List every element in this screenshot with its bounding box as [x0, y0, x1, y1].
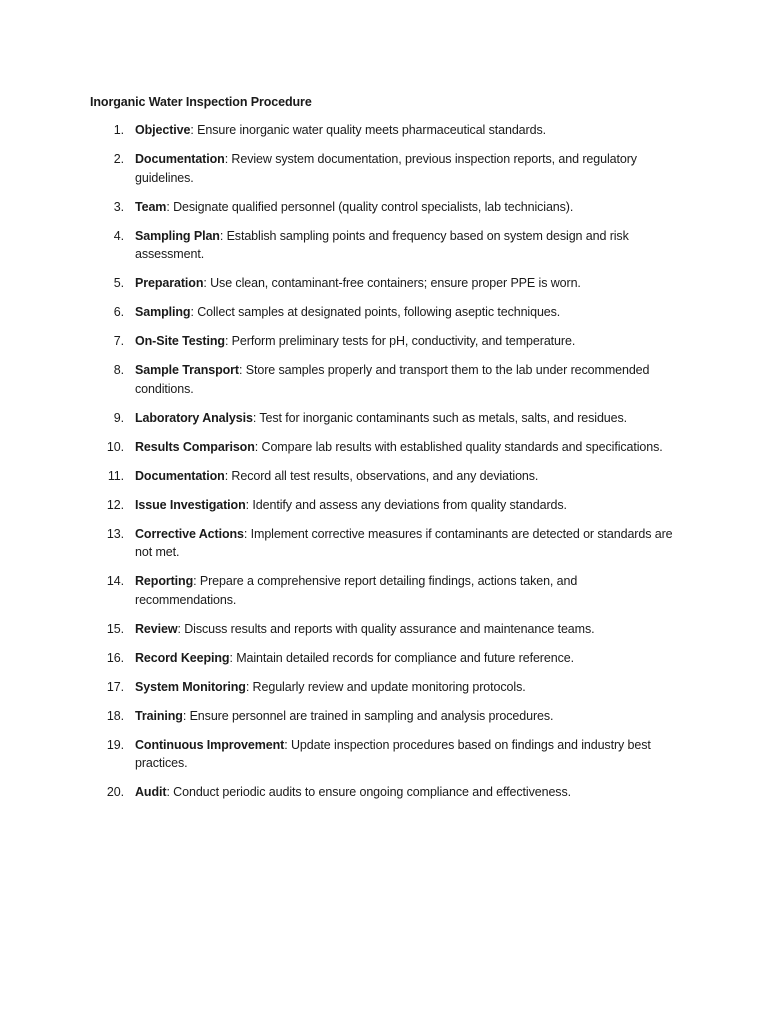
step-description: : Review system documentation, previous inspection reports, and regulatory guidelines. — [135, 151, 637, 185]
step-description: : Regularly review and update monitoring protocols. — [245, 679, 526, 694]
step-term: Sampling — [135, 305, 191, 320]
step-term: Continuous Improvement — [135, 737, 285, 752]
procedure-list — [90, 121, 680, 812]
procedure-step — [90, 678, 680, 697]
step-description: : Maintain detailed records for compliance and future reference. — [229, 650, 574, 665]
step-description: : Discuss results and reports with quality assurance and maintenance teams. — [177, 621, 595, 636]
procedure-step — [90, 150, 680, 187]
step-description: : Establish sampling points and frequency based on system design and risk assessment. — [135, 228, 629, 262]
procedure-step — [90, 707, 680, 726]
step-number: 3. — [113, 199, 124, 214]
step-number: 7. — [113, 334, 124, 349]
procedure-step — [90, 361, 680, 398]
step-term: Team — [135, 199, 167, 214]
step-number: 18. — [106, 708, 124, 723]
step-description: : Ensure personnel are trained in sampling and analysis procedures. — [182, 708, 554, 723]
step-description: : Test for inorganic contaminants such as metals, salts, and residues. — [252, 410, 628, 425]
step-term: Training — [135, 708, 183, 723]
step-term: Laboratory Analysis — [135, 410, 253, 425]
step-term: Corrective Actions — [135, 526, 244, 541]
step-term: On-Site Testing — [135, 334, 225, 349]
step-description: : Use clean, contaminant-free containers; ensure proper PPE is worn. — [203, 276, 581, 291]
step-description: : Prepare a comprehensive report detailing findings, actions taken, and recommendations. — [135, 574, 578, 607]
document-title: Inorganic Water Inspection Procedure — [90, 95, 312, 109]
step-number: 1. — [113, 123, 124, 137]
step-description: : Collect samples at designated points, following aseptic techniques. — [190, 305, 561, 320]
step-term: Audit — [135, 785, 167, 800]
step-term: Objective — [135, 123, 191, 137]
step-number: 20. — [106, 785, 124, 800]
procedure-step — [90, 198, 680, 217]
procedure-step — [90, 409, 680, 428]
procedure-step — [90, 620, 680, 639]
step-description: : Store samples properly and transport them to the lab under recommended conditions. — [135, 363, 650, 396]
step-description: : Update inspection procedures based on findings and industry best practices. — [135, 737, 651, 771]
step-number: 10. — [106, 439, 124, 454]
procedure-step — [90, 467, 680, 486]
step-term: Sampling Plan — [135, 228, 220, 243]
step-term: Issue Investigation — [135, 497, 246, 512]
step-term: Review — [135, 621, 178, 636]
step-description: : Identify and assess any deviations from quality standards. — [245, 497, 567, 512]
step-term: Results Comparison — [135, 439, 255, 454]
step-term: System Monitoring — [135, 679, 246, 694]
step-number: 16. — [106, 650, 124, 665]
step-term: Reporting — [135, 574, 194, 589]
step-number: 15. — [106, 621, 124, 636]
step-number: 9. — [113, 410, 124, 425]
step-term: Preparation — [135, 276, 204, 291]
step-number: 17. — [106, 679, 124, 694]
step-term: Documentation — [135, 151, 225, 166]
step-number: 14. — [106, 574, 124, 589]
step-number: 4. — [113, 228, 124, 243]
step-description: : Compare lab results with established quality standards and specifications. — [254, 439, 663, 454]
step-term: Record Keeping — [135, 650, 230, 665]
procedure-step — [90, 438, 680, 457]
step-description: : Ensure inorganic water quality meets pharmaceutical standards. — [190, 123, 546, 137]
step-term: Documentation — [135, 468, 225, 483]
procedure-step — [90, 332, 680, 351]
step-number: 5. — [113, 276, 124, 291]
step-number: 6. — [113, 305, 124, 320]
step-description: : Perform preliminary tests for pH, conductivity, and temperature. — [224, 334, 576, 349]
step-description: : Conduct periodic audits to ensure ongoing compliance and effectiveness. — [166, 785, 571, 800]
procedure-step — [90, 649, 680, 668]
procedure-step — [90, 572, 680, 609]
step-description: : Designate qualified personnel (quality control specialists, lab technicians). — [166, 199, 574, 214]
procedure-step — [90, 274, 680, 293]
procedure-step — [90, 121, 680, 140]
step-description: : Record all test results, observations, and any deviations. — [224, 468, 539, 483]
step-term: Sample Transport — [135, 363, 239, 378]
procedure-step — [90, 525, 680, 562]
step-number: 8. — [113, 363, 124, 378]
procedure-step — [90, 736, 680, 773]
procedure-step — [90, 303, 680, 322]
step-number: 11. — [107, 468, 124, 483]
procedure-step — [90, 227, 680, 264]
step-number: 12. — [106, 497, 124, 512]
step-number: 2. — [113, 151, 124, 166]
step-number: 13. — [106, 526, 124, 541]
step-description: : Implement corrective measures if contaminants are detected or standards are not met. — [135, 526, 673, 560]
step-number: 19. — [106, 737, 124, 752]
procedure-step — [90, 496, 680, 515]
procedure-step — [90, 783, 680, 802]
